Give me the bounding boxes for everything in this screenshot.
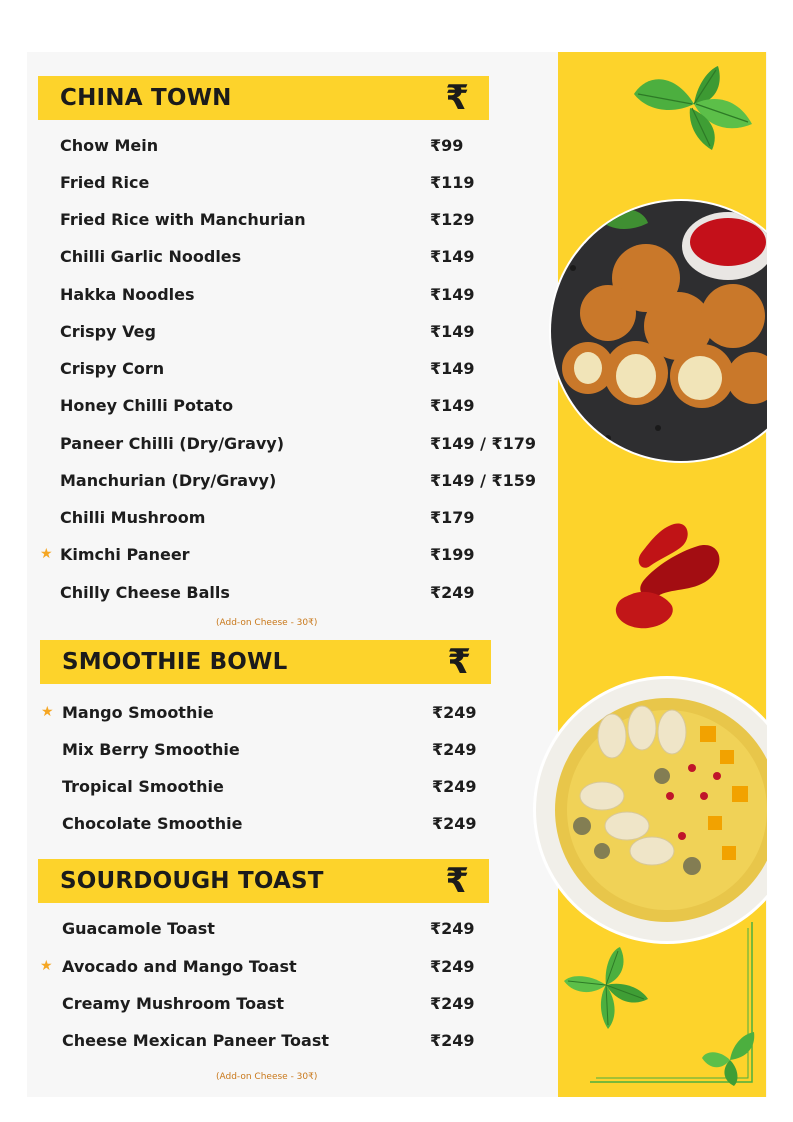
section-title: SMOOTHIE BOWL	[62, 649, 288, 675]
item-price: ₹249	[430, 918, 475, 938]
item-name: Fried Rice with Manchurian	[60, 209, 306, 229]
kidney-beans-icon	[612, 518, 724, 630]
section-title: CHINA TOWN	[60, 85, 232, 111]
addon-note: (Add-on Cheese - 30₹)	[216, 618, 318, 628]
item-name: Creamy Mushroom Toast	[62, 993, 285, 1013]
item-name: Chocolate Smoothie	[62, 813, 243, 833]
rupee-icon: ₹	[445, 78, 469, 118]
item-price: ₹249	[432, 776, 477, 796]
item-name: Chilly Cheese Balls	[60, 582, 230, 602]
item-name: Cheese Mexican Paneer Toast	[62, 1030, 329, 1050]
item-name: Chow Mein	[60, 135, 159, 155]
cheese-balls-photo	[548, 198, 767, 464]
smoothie-bowl-photo	[532, 676, 767, 944]
item-name: Tropical Smoothie	[62, 776, 224, 796]
item-name: Mango Smoothie	[62, 702, 214, 722]
item-price: ₹249	[432, 739, 477, 759]
item-name: Guacamole Toast	[62, 918, 215, 938]
item-name: Paneer Chilli (Dry/Gravy)	[60, 433, 285, 453]
item-price: ₹149	[430, 358, 475, 378]
item-name: Crispy Corn	[60, 358, 165, 378]
item-name: Chilli Mushroom	[60, 507, 206, 527]
item-name: Hakka Noodles	[60, 284, 195, 304]
addon-note: (Add-on Cheese - 30₹)	[216, 1072, 318, 1082]
star-icon: ★	[41, 704, 54, 720]
item-price: ₹249	[432, 813, 477, 833]
item-price: ₹249	[430, 582, 475, 602]
item-price: ₹179	[430, 507, 475, 527]
item-name: Avocado and Mango Toast	[62, 956, 297, 976]
item-price: ₹249	[430, 993, 475, 1013]
section-header-smoothie-bowl	[40, 640, 491, 684]
basil-leaves-icon	[700, 1028, 760, 1088]
item-name: Fried Rice	[60, 172, 150, 192]
section-header-china-town	[38, 76, 489, 120]
item-name: Chilli Garlic Noodles	[60, 246, 242, 266]
item-price: ₹149 / ₹179	[430, 433, 537, 453]
star-icon: ★	[40, 958, 53, 974]
item-price: ₹149	[430, 395, 475, 415]
item-price: ₹149 / ₹159	[430, 470, 537, 490]
basil-leaves-icon	[562, 945, 650, 1031]
section-title: SOURDOUGH TOAST	[60, 868, 324, 894]
item-price: ₹149	[430, 284, 475, 304]
item-price: ₹249	[432, 702, 477, 722]
item-name: Manchurian (Dry/Gravy)	[60, 470, 277, 490]
item-name: Honey Chilli Potato	[60, 395, 234, 415]
item-price: ₹149	[430, 246, 475, 266]
item-name: Mix Berry Smoothie	[62, 739, 240, 759]
rupee-icon: ₹	[445, 861, 469, 901]
section-header-sourdough-toast	[38, 859, 489, 903]
item-price: ₹129	[430, 209, 475, 229]
item-price: ₹119	[430, 172, 475, 192]
item-price: ₹99	[430, 135, 464, 155]
item-name: Kimchi Paneer	[60, 544, 190, 564]
rupee-icon: ₹	[447, 642, 471, 682]
item-price: ₹199	[430, 544, 475, 564]
item-price: ₹149	[430, 321, 475, 341]
item-name: Crispy Veg	[60, 321, 156, 341]
basil-leaves-icon	[628, 64, 756, 152]
star-icon: ★	[40, 546, 53, 562]
item-price: ₹249	[430, 956, 475, 976]
item-price: ₹249	[430, 1030, 475, 1050]
